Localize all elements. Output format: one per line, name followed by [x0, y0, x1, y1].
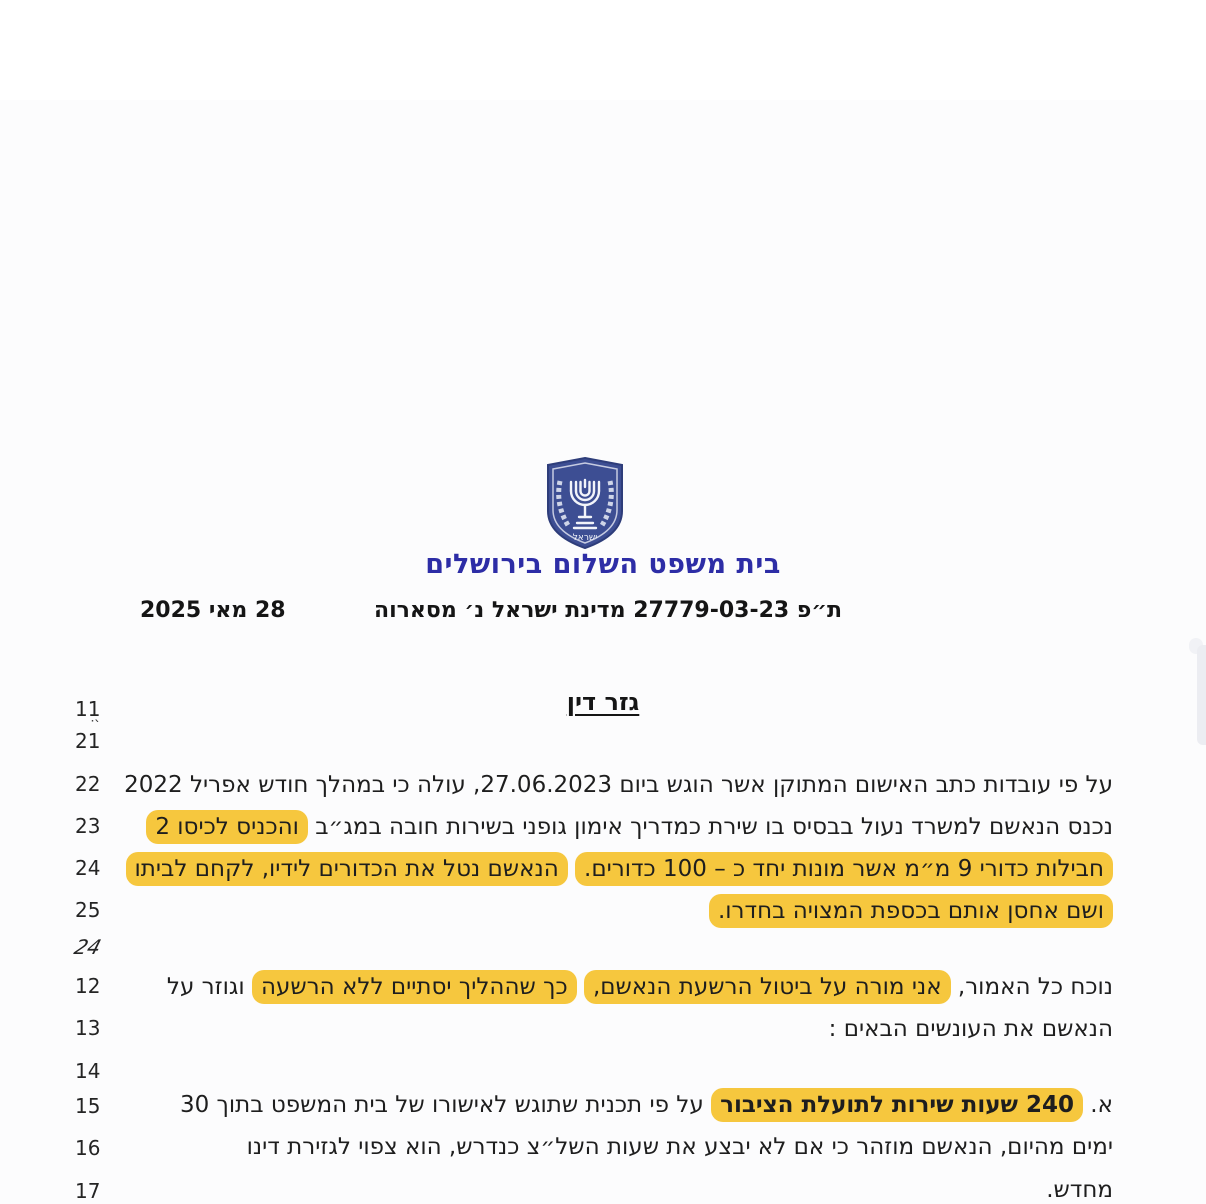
document-date: 28 מאי 2025 — [140, 598, 286, 623]
text-segment: נוכח כל האמור, — [950, 974, 1113, 1000]
text-segment: א. — [1083, 1092, 1113, 1118]
line-number: 25 — [75, 898, 101, 922]
scrollbar-artifact — [1197, 645, 1206, 745]
text-line — [120, 1130, 1113, 1164]
case-number-line: ת״פ 27779-03-23 מדינת ישראל נ׳ מסארוה — [373, 598, 843, 623]
text-segment — [568, 856, 575, 882]
court-name: בית משפט השלום בירושלים — [425, 549, 781, 580]
document-title — [93, 688, 1113, 716]
text-line — [120, 1012, 1113, 1046]
line-number: 12 — [75, 974, 101, 998]
text-segment: הנאשם את העונשים הבאים : — [828, 1016, 1113, 1042]
text-segment: וגוזר על — [166, 974, 252, 1000]
text-segment: ימים מהיום, הנאשם מוזהר כי אם לא יבצע את שעות השל״צ כנדרש, הוא צפוי לגזירת דינו — [246, 1134, 1113, 1160]
text-line — [120, 1173, 1113, 1204]
highlighted-text: ושם אחסן אותם בכספת המצויה בחדרו. — [709, 894, 1113, 928]
highlighted-text: חבילות כדורי 9 מ״מ אשר מונות יחד כ – 100 כדורים. — [575, 852, 1113, 886]
line-number: 14 — [75, 1059, 101, 1083]
line-number: 23 — [75, 814, 101, 838]
line-number: 13 — [75, 1016, 101, 1040]
text-line — [120, 852, 1113, 886]
line-number: 24 — [75, 856, 101, 880]
text-line — [120, 768, 1113, 802]
line-number: 15 — [75, 1094, 101, 1118]
text-segment: על פי עובדות כתב האישום המתוקן אשר הוגש ביום 27.06.2023, עולה כי במהלך חודש אפריל 2022 — [124, 772, 1113, 798]
israel-state-emblem-icon — [543, 455, 627, 551]
text-line — [120, 810, 1113, 844]
document-title-text: גזר דין — [566, 688, 640, 716]
line-number: 21 ˙ˋ — [75, 729, 117, 753]
line-number: 22 — [75, 772, 101, 796]
text-line — [120, 970, 1113, 1004]
text-line — [120, 894, 1113, 928]
text-line — [120, 1088, 1113, 1122]
text-segment — [577, 974, 584, 1000]
emblem-caption: ישראל — [572, 533, 598, 543]
highlighted-text: כך שההליך יסתיים ללא הרשעה — [252, 970, 577, 1004]
line-number: 24 — [71, 935, 104, 959]
highlighted-text: הנאשם נטל את הכדורים לידיו, לקחם לביתו — [126, 852, 568, 886]
highlighted-text: והכניס לכיסו 2 — [146, 810, 308, 844]
line-number: 11 — [75, 697, 101, 721]
highlighted-text: 240 שעות שירות לתועלת הציבור — [711, 1088, 1083, 1122]
text-segment: מחדש. — [1046, 1177, 1113, 1203]
line-number: 16 — [75, 1136, 101, 1160]
line-number: 17 — [75, 1179, 101, 1203]
text-segment: נכנס הנאשם למשרד נעול בבסיס בו שירת כמדריך אימון גופני בשירות חובה במג״ב — [307, 814, 1113, 840]
highlighted-text: אני מורה על ביטול הרשעת הנאשם, — [584, 970, 951, 1004]
text-segment: על פי תכנית שתוגש לאישורו של בית המשפט בתוך 30 — [179, 1092, 712, 1118]
